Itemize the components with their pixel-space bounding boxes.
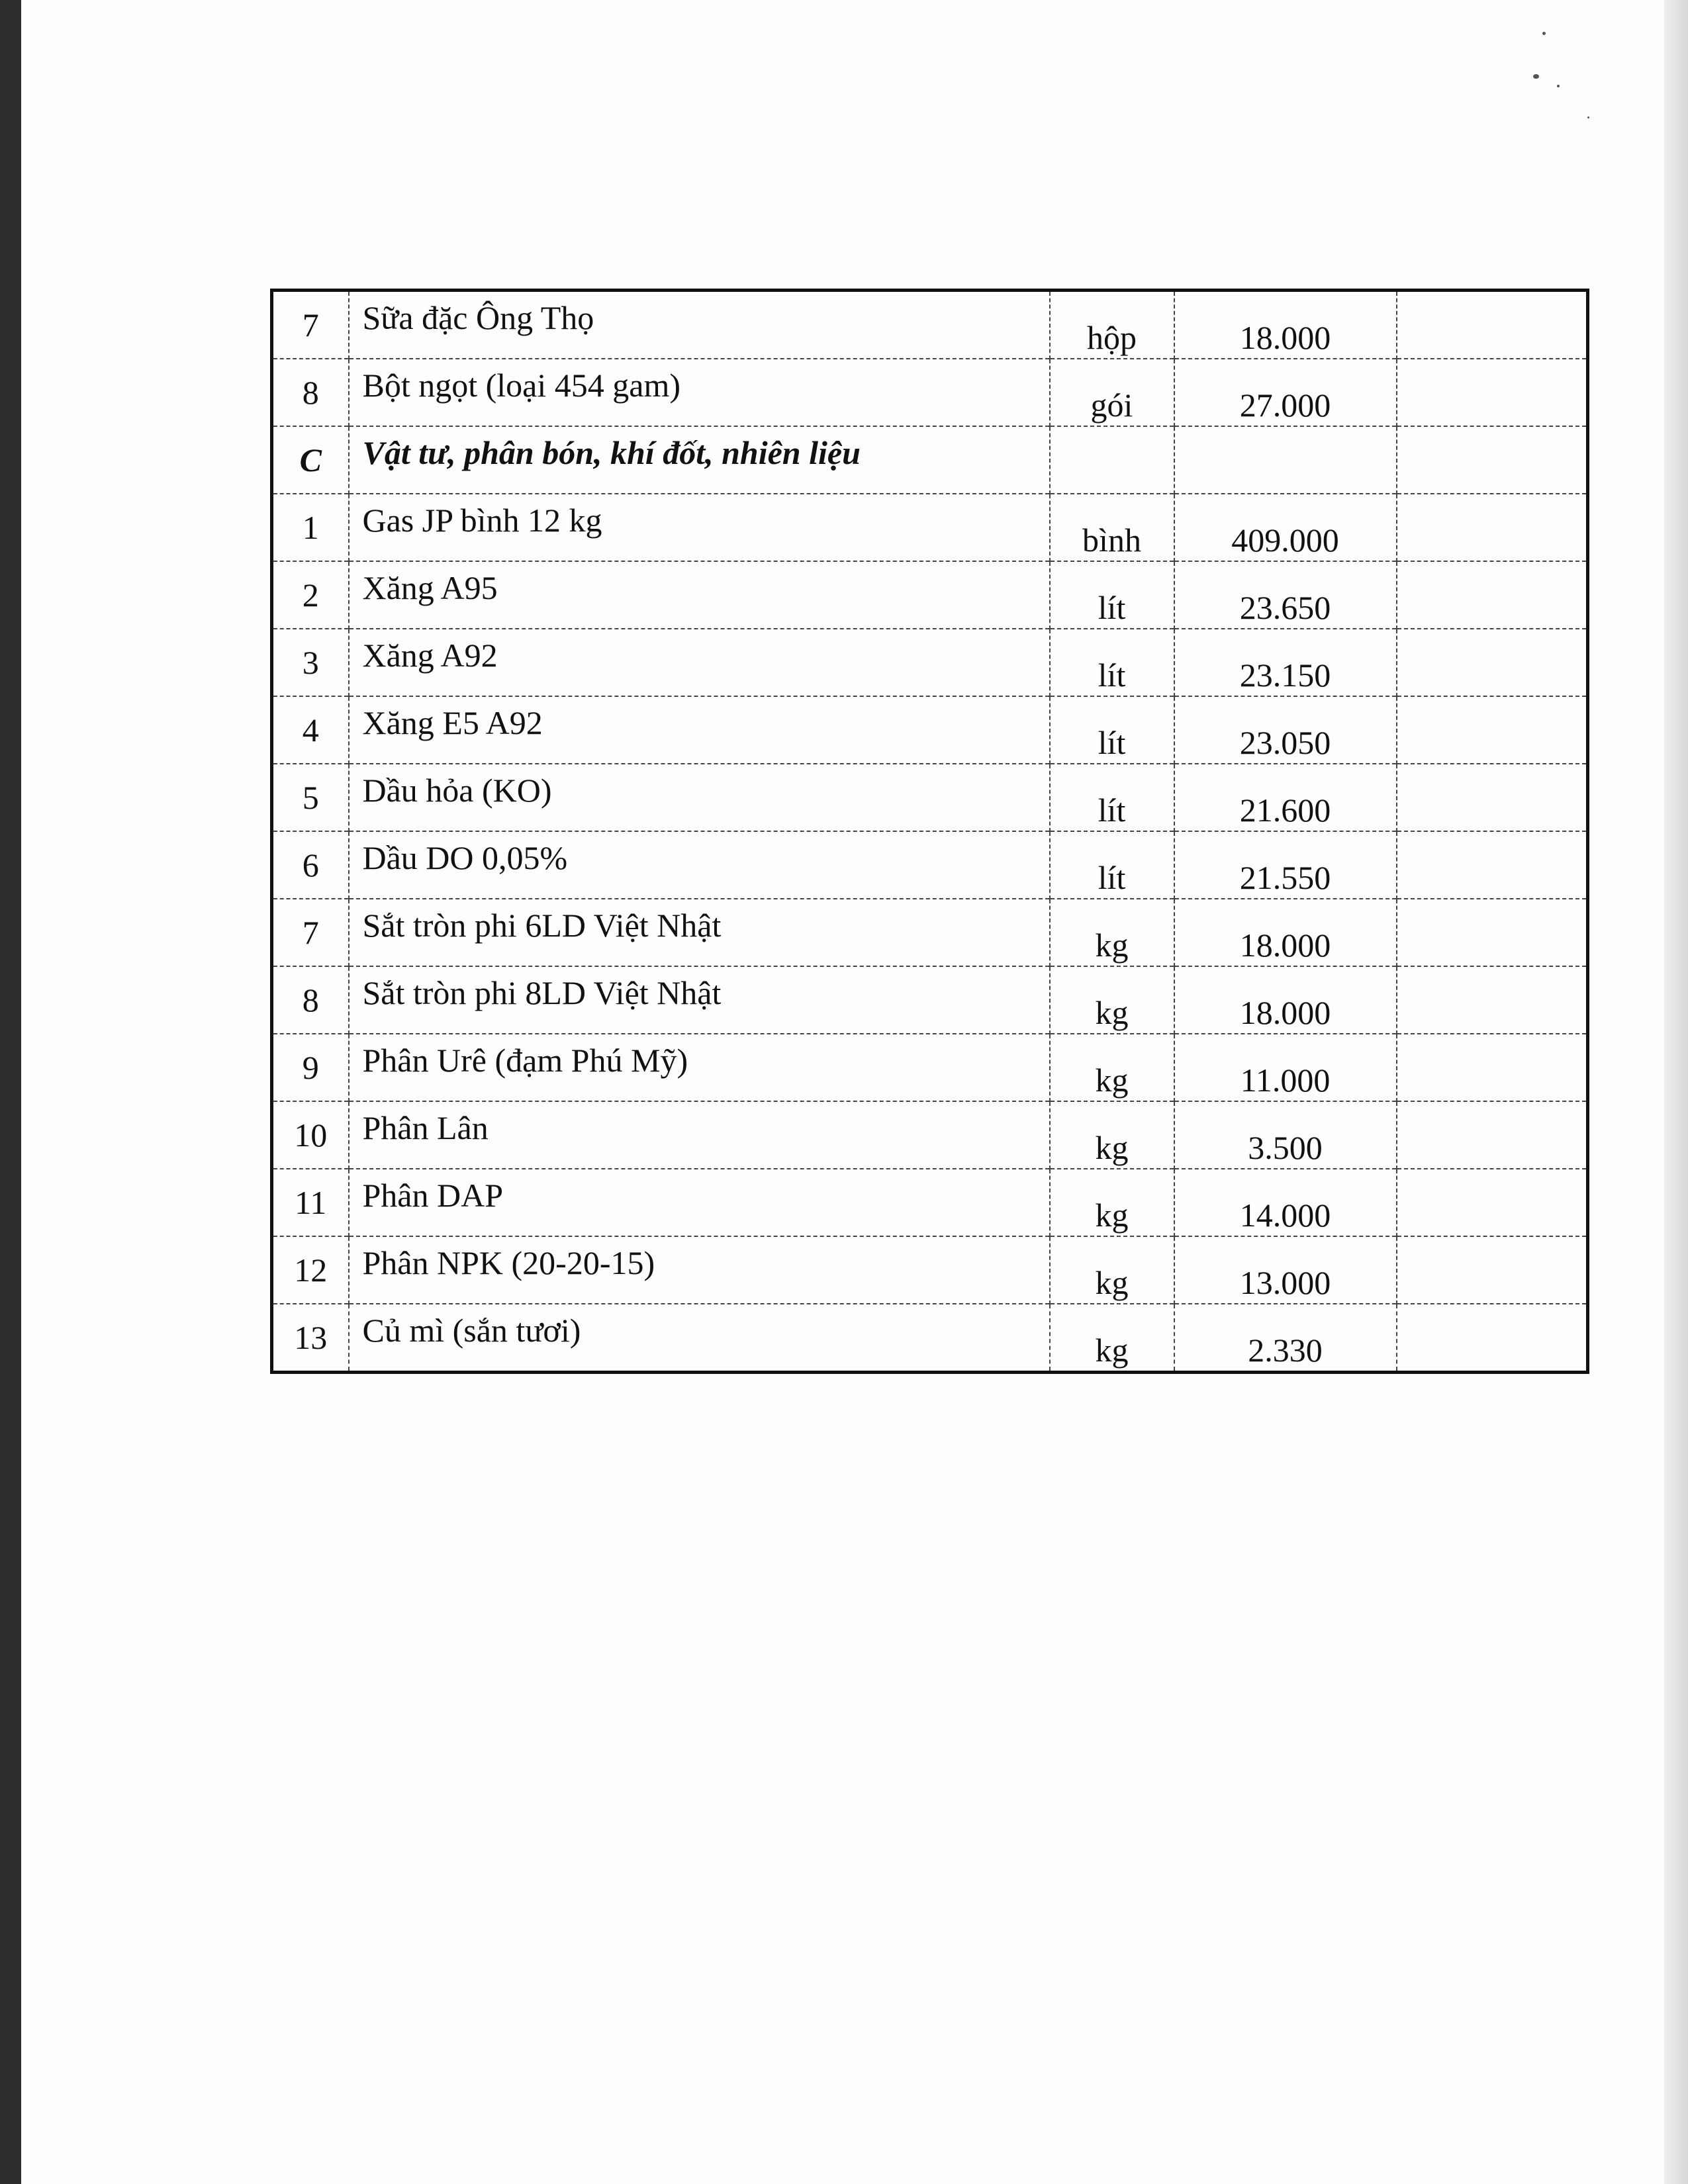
price-cell: 18.000 [1174,966,1397,1034]
unit-cell: gói [1050,359,1174,426]
unit-cell [1050,426,1174,494]
price-cell: 27.000 [1174,359,1397,426]
row-number-cell: 8 [272,966,349,1034]
row-number-cell: 8 [272,359,349,426]
item-name-cell: Phân NPK (20-20-15) [349,1236,1050,1304]
item-name-cell: Củ mì (sắn tươi) [349,1304,1050,1373]
note-cell [1397,629,1588,696]
note-cell [1397,291,1588,359]
row-number-cell: 6 [272,831,349,899]
price-cell: 13.000 [1174,1236,1397,1304]
item-name-cell: Sắt tròn phi 8LD Việt Nhật [349,966,1050,1034]
row-number-cell: 12 [272,1236,349,1304]
row-number-cell: 10 [272,1101,349,1169]
price-cell: 18.000 [1174,899,1397,966]
scan-edge-left [0,0,21,2184]
unit-cell: kg [1050,1101,1174,1169]
table-row [272,629,1588,696]
price-table-body [272,291,1588,1373]
row-number-cell: 13 [272,1304,349,1373]
price-cell: 14.000 [1174,1169,1397,1236]
table-row [272,1101,1588,1169]
scan-edge-right [1664,0,1688,2184]
note-cell [1397,1236,1588,1304]
item-name-cell: Dầu hỏa (KO) [349,764,1050,831]
scan-speck [1587,116,1589,118]
note-cell [1397,966,1588,1034]
note-cell [1397,561,1588,629]
price-cell: 21.550 [1174,831,1397,899]
price-cell [1174,426,1397,494]
item-name-cell: Sữa đặc Ông Thọ [349,291,1050,359]
note-cell [1397,494,1588,561]
table-row [272,291,1588,359]
price-cell: 409.000 [1174,494,1397,561]
table-row [272,696,1588,764]
table-row [272,494,1588,561]
section-row [272,426,1588,494]
note-cell [1397,1304,1588,1373]
price-cell: 3.500 [1174,1101,1397,1169]
item-name-cell: Dầu DO 0,05% [349,831,1050,899]
table-row [272,1034,1588,1101]
row-number-cell: 7 [302,306,319,343]
unit-cell: lít [1050,696,1174,764]
table-row [272,1236,1588,1304]
unit-cell: lít [1050,629,1174,696]
scan-speck [1533,74,1539,79]
note-cell [1397,1101,1588,1169]
price-cell: 23.650 [1174,561,1397,629]
table-row [272,831,1588,899]
row-number-cell: 7 [272,899,349,966]
table-row [272,1169,1588,1236]
table-row [272,966,1588,1034]
row-number-cell: 2 [272,561,349,629]
item-name-cell: Sắt tròn phi 6LD Việt Nhật [349,899,1050,966]
row-number-cell: 3 [272,629,349,696]
note-cell [1397,1034,1588,1101]
unit-cell: kg [1050,1169,1174,1236]
unit-cell: lít [1050,561,1174,629]
note-cell [1397,426,1588,494]
unit-cell: kg [1050,1034,1174,1101]
unit-cell: lít [1050,831,1174,899]
item-name-cell: Bột ngọt (loại 454 gam) [349,359,1050,426]
note-cell [1397,1169,1588,1236]
note-cell [1397,764,1588,831]
item-name-cell: Phân Lân [349,1101,1050,1169]
unit-cell: kg [1050,1236,1174,1304]
item-name-cell: Phân DAP [349,1169,1050,1236]
scan-speck [1542,32,1546,35]
note-cell [1397,831,1588,899]
item-name-cell: Xăng E5 A92 [349,696,1050,764]
table-row [272,561,1588,629]
row-number-cell: 5 [272,764,349,831]
price-cell: 23.050 [1174,696,1397,764]
row-number-cell: C [272,426,349,494]
unit-cell: lít [1050,764,1174,831]
price-cell: 18.000 [1174,291,1397,359]
price-cell: 23.150 [1174,629,1397,696]
item-name-cell: Gas JP bình 12 kg [349,494,1050,561]
unit-cell: bình [1050,494,1174,561]
note-cell [1397,696,1588,764]
price-cell: 21.600 [1174,764,1397,831]
table-row [272,899,1588,966]
item-name-cell: Vật tư, phân bón, khí đốt, nhiên liệu [349,426,1050,494]
row-number-cell: 11 [272,1169,349,1236]
unit-cell: kg [1050,1304,1174,1373]
note-cell [1397,359,1588,426]
price-table [270,289,1589,1374]
row-number-cell: 4 [272,696,349,764]
row-number-cell: 1 [272,494,349,561]
price-cell: 11.000 [1174,1034,1397,1101]
scan-speck [1557,85,1560,87]
unit-cell: kg [1050,966,1174,1034]
row-number-cell: 9 [272,1034,349,1101]
note-cell [1397,899,1588,966]
price-cell: 2.330 [1174,1304,1397,1373]
table-row [272,1304,1588,1373]
table-row [272,359,1588,426]
unit-cell: hộp [1050,291,1174,359]
table-row [272,764,1588,831]
unit-cell: kg [1050,899,1174,966]
item-name-cell: Xăng A92 [349,629,1050,696]
item-name-cell: Xăng A95 [349,561,1050,629]
item-name-cell: Phân Urê (đạm Phú Mỹ) [349,1034,1050,1101]
